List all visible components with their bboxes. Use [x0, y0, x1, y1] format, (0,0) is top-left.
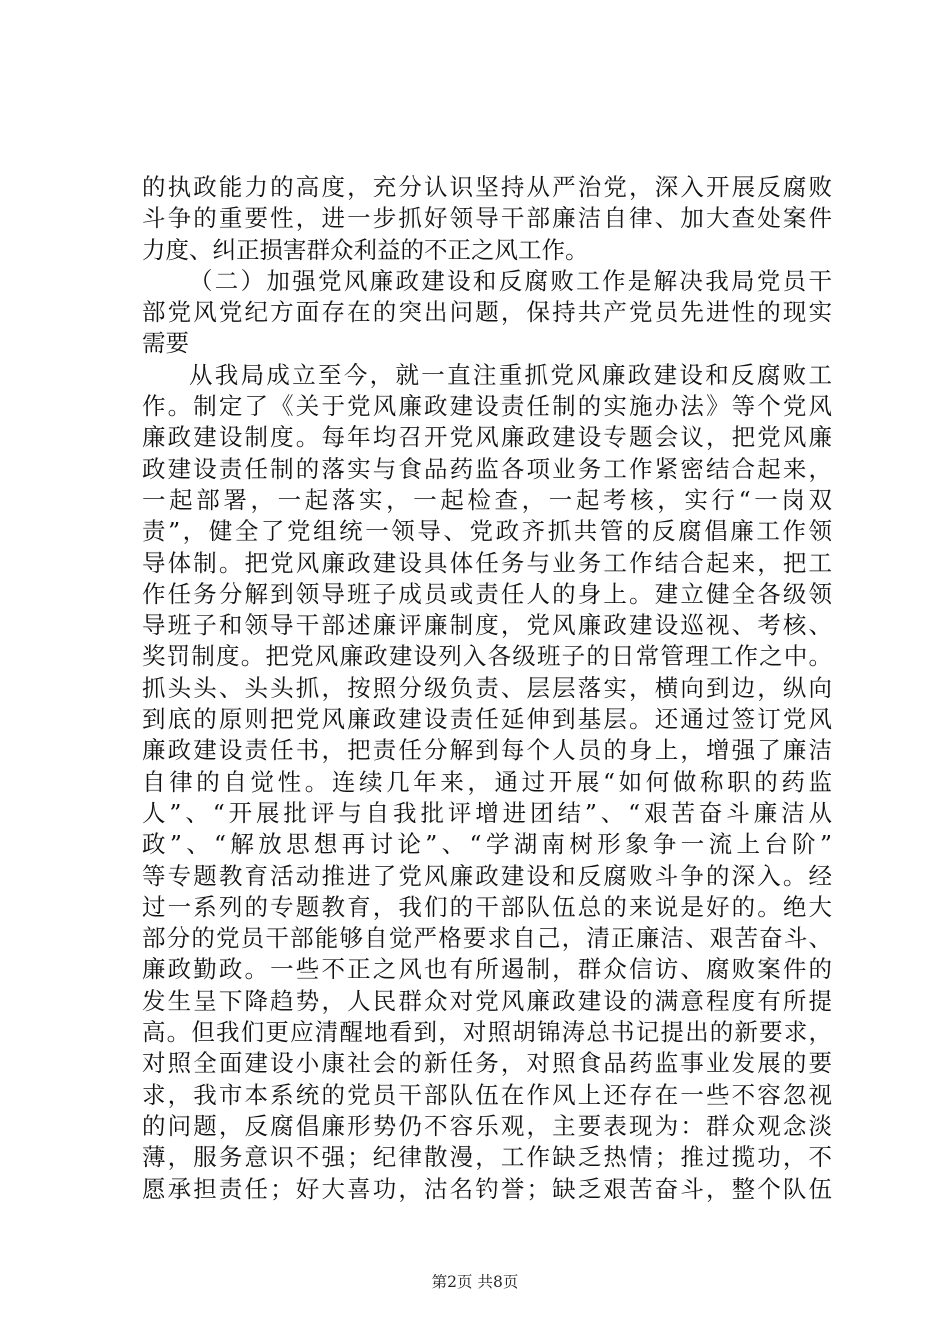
text-line: 责”，健全了党组统一领导、党政齐抓共管的反腐倡廉工作领 — [142, 517, 832, 546]
text-line: 一起部署，一起落实，一起检查，一起考核，实行“一岗双 — [142, 485, 832, 514]
text-line: 从我局成立至今，就一直注重抓党风廉政建设和反腐败工 — [189, 360, 832, 389]
text-line: 薄，服务意识不强；纪律散漫，工作缺乏热情；推过揽功，不 — [142, 1143, 832, 1172]
text-line: 作。制定了《关于党风廉政建设责任制的实施办法》等个党风 — [142, 392, 832, 421]
text-line: 过一系列的专题教育，我们的干部队伍总的来说是好的。绝大 — [142, 892, 832, 921]
text-line: 政”、“解放思想再讨论”、“学湖南树形象争一流上台阶” — [142, 830, 832, 859]
text-line: 的问题，反腐倡廉形势仍不容乐观，主要表现为：群众观念淡 — [142, 1111, 832, 1140]
text-line: 斗争的重要性，进一步抓好领导干部廉洁自律、加大查处案件 — [142, 204, 832, 233]
text-line: 导体制。把党风廉政建设具体任务与业务工作结合起来，把工 — [142, 548, 832, 577]
text-line: 部分的党员干部能够自觉严格要求自己，清正廉洁、艰苦奋斗、 — [142, 924, 832, 953]
document-body — [142, 172, 832, 1205]
text-line: 抓头头、头头抓，按照分级负责、层层落实，横向到边，纵向 — [142, 673, 832, 702]
text-line: 求，我市本系统的党员干部队伍在作风上还存在一些不容忽视 — [142, 1080, 832, 1109]
text-line: 作任务分解到领导班子成员或责任人的身上。建立健全各级领 — [142, 579, 832, 608]
text-line: 力度、纠正损害群众利益的不正之风工作。 — [142, 235, 589, 264]
text-line: 部党风党纪方面存在的突出问题，保持共产党员先进性的现实 — [142, 298, 832, 327]
text-line: 的执政能力的高度，充分认识坚持从严治党，深入开展反腐败 — [142, 173, 832, 201]
text-line: 奖罚制度。把党风廉政建设列入各级班子的日常管理工作之中。 — [142, 642, 832, 671]
text-line: 到底的原则把党风廉政建设责任延伸到基层。还通过签订党风 — [142, 705, 832, 734]
text-line: 高。但我们更应清醒地看到，对照胡锦涛总书记提出的新要求， — [142, 1018, 832, 1047]
text-line: 廉政建设制度。每年均召开党风廉政建设专题会议，把党风廉 — [142, 423, 832, 452]
text-line: 廉政建设责任书，把责任分解到每个人员的身上，增强了廉洁 — [142, 736, 832, 765]
text-line: 人”、“开展批评与自我批评增进团结”、“艰苦奋斗廉洁从 — [142, 798, 832, 827]
text-line: 需要 — [142, 329, 189, 358]
text-line: 发生呈下降趋势，人民群众对党风廉政建设的满意程度有所提 — [142, 986, 832, 1015]
text-line: 自律的自觉性。连续几年来，通过开展“如何做称职的药监 — [142, 767, 832, 796]
text-line: 对照全面建设小康社会的新任务，对照食品药监事业发展的要 — [142, 1049, 832, 1078]
text-line: 等专题教育活动推进了党风廉政建设和反腐败斗争的深入。经 — [142, 861, 832, 890]
text-line: 政建设责任制的落实与食品药监各项业务工作紧密结合起来， — [142, 454, 832, 483]
text-line: 愿承担责任；好大喜功，沽名钓誉；缺乏艰苦奋斗，整个队伍 — [142, 1174, 832, 1203]
text-line: 导班子和领导干部述廉评廉制度，党风廉政建设巡视、考核、 — [142, 611, 832, 640]
text-line: （二）加强党风廉政建设和反腐败工作是解决我局党员干 — [189, 266, 832, 295]
page-footer: 第2页 共8页 — [431, 1273, 519, 1291]
text-line: 廉政勤政。一些不正之风也有所遏制，群众信访、腐败案件的 — [142, 955, 832, 984]
